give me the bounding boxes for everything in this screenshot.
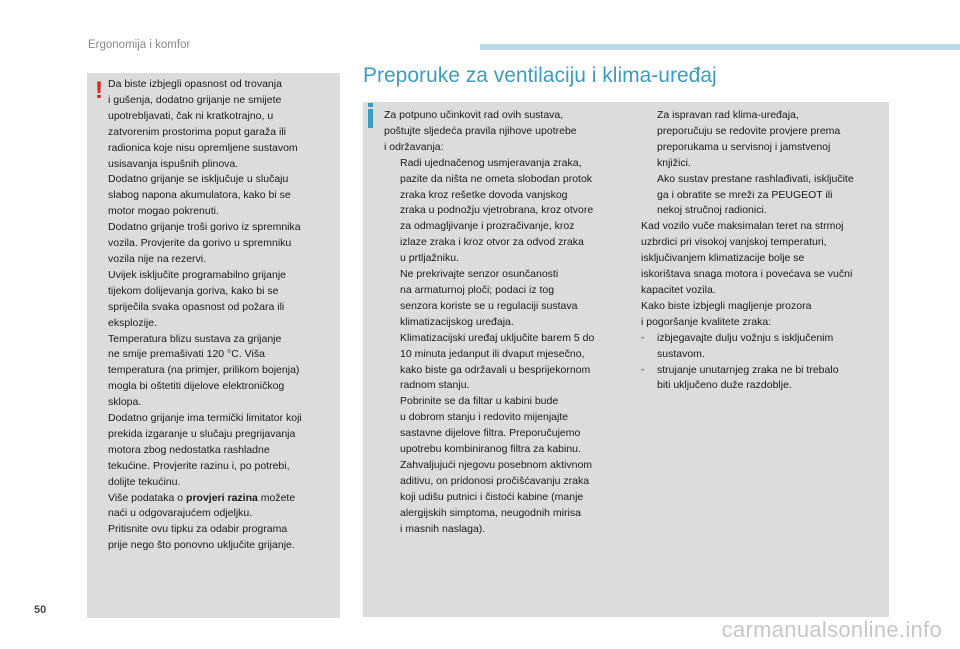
warning-line: vozila. Provjerite da gorivo u spremniku xyxy=(108,237,292,250)
list-line: Klimatizacijski uređaj uključite barem 5 do xyxy=(400,331,595,344)
paragraph-line: uzbrdici pri visokoj vanjskoj temperaturi, xyxy=(641,236,827,249)
list-line: Ne prekrivajte senzor osunčanosti xyxy=(400,268,559,281)
warning-line: tijekom dolijevanja goriva, kako bi se xyxy=(108,284,279,297)
list-line: strujanje unutarnjeg zraka ne bi trebalo xyxy=(657,363,839,376)
intro-line: poštujte sljedeća pravila njihove upotrebe xyxy=(384,124,577,137)
list-item xyxy=(384,267,630,331)
list-line: i masnih naslaga). xyxy=(400,522,486,535)
intro-line: i održavanja: xyxy=(384,140,444,153)
list-line: sustavom. xyxy=(657,347,705,360)
warning-line: usisavanja ispušnih plinova. xyxy=(108,157,239,170)
list-line: pazite da ništa ne ometa slobodan protok xyxy=(400,172,593,185)
list-line: aditivu, on pridonosi pročišćavanju zraka xyxy=(400,474,590,487)
warning-line: ne smije premašivati 120 °C. Viša xyxy=(108,348,265,361)
list-line: u prtljažniku. xyxy=(400,252,459,265)
warning-line: Da biste izbjegli opasnost od trovanja xyxy=(108,78,282,90)
list-item xyxy=(384,156,630,267)
header-accent-bar xyxy=(480,44,960,50)
list-line: koji udišu putnici i čistoći kabine (manje xyxy=(400,490,584,503)
intro-line: Za potpuno učinkovit rad ovih sustava, xyxy=(384,109,564,121)
section-title: Preporuke za ventilaciju i klima-uređaj xyxy=(363,64,717,87)
paragraph-line: iskorištava snaga motora i povećava se vučni xyxy=(641,268,853,281)
warning-line: i gušenja, dodatno grijanje ne smijete xyxy=(108,93,282,106)
warning-more-link-text: provjeri razina xyxy=(186,491,258,504)
list-line: klimatizacijskog uređaja. xyxy=(400,315,514,328)
list-line: sastavne dijelove filtra. Preporučujemo xyxy=(400,427,581,440)
list-item xyxy=(384,331,630,395)
warning-line: radionica koje nisu opremljene sustavom xyxy=(108,141,298,154)
paragraph-line: i pogoršanje kvalitete zraka: xyxy=(641,315,772,328)
list-line: zraka u podnožju vjetrobrana, kroz otvore xyxy=(400,204,594,217)
warning-line: Temperatura blizu sustava za grijanje xyxy=(108,332,282,345)
left-column xyxy=(384,108,630,537)
list-item xyxy=(384,394,630,537)
list-line: ga i obratite se mreži za PEUGEOT ili xyxy=(657,188,833,201)
list-item xyxy=(641,108,887,172)
dash-item xyxy=(641,363,887,395)
warning-line: Dodatno grijanje ima termički limitator koji xyxy=(108,412,302,425)
list-line: 10 minuta jedanput ili dvaput mjesečno, xyxy=(400,347,585,360)
warning-line: tekućine. Provjerite razinu i, po potrebi, xyxy=(108,459,290,472)
list-line: upotrebu kombiniranog filtra za kabinu. xyxy=(400,443,581,456)
list-line: biti uključeno duže razdoblje. xyxy=(657,379,792,392)
list-line: radnom stanju. xyxy=(400,379,470,392)
watermark: carmanualsonline.info xyxy=(721,617,942,642)
warning-line: prije nego što ponovno uključite grijanje. xyxy=(108,539,295,552)
right-column xyxy=(641,108,887,394)
list-line: zraka kroz rešetke dovoda vanjskog xyxy=(400,188,568,201)
warning-text xyxy=(108,77,340,554)
list-item xyxy=(641,172,887,220)
warning-line: naći u odgovarajućem odjeljku. xyxy=(108,507,253,520)
list-line: Ako sustav prestane rashlađivati, isključite xyxy=(657,172,854,185)
warning-line: motora zbog nedostatka rashladne xyxy=(108,443,270,456)
warning-line: Dodatno grijanje se isključuje u slučaju xyxy=(108,173,289,186)
warning-more-suffix: možete xyxy=(257,491,296,504)
paragraph-line: kapacitet vozila. xyxy=(641,283,716,296)
warning-line: prekida izgaranje u slučaju pregrijavanja xyxy=(108,427,296,440)
list-line: preporukama u servisnoj i jamstvenoj xyxy=(657,140,831,153)
warning-line: Pritisnite ovu tipku za odabir programa xyxy=(108,523,288,536)
warning-more-prefix: Više podataka o xyxy=(108,491,187,504)
warning-line: upotrebljavati, čak ni kratkotrajno, u xyxy=(108,109,274,122)
list-line: Zahvaljujući njegovu posebnom aktivnom xyxy=(400,458,593,471)
warning-more-line xyxy=(108,491,340,507)
warning-line: slabog napona akumulatora, kako bi se xyxy=(108,189,291,202)
list-line: u dobrom stanju i redovito mijenjajte xyxy=(400,411,569,424)
warning-line: spriječila svaka opasnost od požara ili xyxy=(108,300,285,313)
warning-line: dolijte tekućinu. xyxy=(108,475,181,488)
warning-line: Dodatno grijanje troši gorivo iz spremnika xyxy=(108,221,301,234)
list-line: na armaturnoj ploči; podaci iz tog xyxy=(400,283,555,296)
list-line: knjižici. xyxy=(657,156,691,169)
list-line: alergijskih simptoma, neugodnih mirisa xyxy=(400,506,581,519)
list-line: nekoj stručnoj radionici. xyxy=(657,204,767,217)
warning-line: mogla bi oštetiti dijelove elektroničkog xyxy=(108,380,285,393)
list-line: izlaze zraka i kroz otvor za odvod zraka xyxy=(400,236,584,249)
warning-line: Uvijek isključite programabilno grijanje xyxy=(108,268,286,281)
paragraph-line: Kad vozilo vuče maksimalan teret na strmoj xyxy=(641,220,844,233)
warning-line: motor mogao pokrenuti. xyxy=(108,205,219,218)
warning-line: eksplozije. xyxy=(108,316,158,329)
paragraph-line: isključivanjem klimatizacije bolje se xyxy=(641,252,805,265)
list-line: kako biste ga održavali u besprijekornom xyxy=(400,363,591,376)
dash-item xyxy=(641,331,887,363)
warning-line: vozila nije na rezervi. xyxy=(108,252,207,265)
list-line: Radi ujednačenog usmjeravanja zraka, xyxy=(400,156,582,169)
list-line: senzora koriste se u regulaciji sustava xyxy=(400,299,578,312)
list-line: preporučuju se redovite provjere prema xyxy=(657,124,841,137)
dash-marker: - xyxy=(641,364,645,375)
paragraph-line: Kako biste izbjegli magljenje prozora xyxy=(641,299,812,312)
list-line: Pobrinite se da filtar u kabini bude xyxy=(400,395,559,408)
list-line: Za ispravan rad klima-uređaja, xyxy=(657,109,799,121)
list-line: izbjegavajte dulju vožnju s isključenim xyxy=(657,331,834,344)
list-line: za odmagljivanje i prozračivanje, kroz xyxy=(400,220,575,233)
dash-marker: - xyxy=(641,332,645,343)
warning-line: temperatura (na primjer, prilikom bojenja) xyxy=(108,364,300,377)
page-number: 50 xyxy=(34,604,47,616)
exclamation-warning-icon: ! xyxy=(95,77,103,104)
warning-line: zatvorenim prostorima poput garaža ili xyxy=(108,125,286,138)
warning-line: sklopa. xyxy=(108,396,142,409)
running-header: Ergonomija i komfor xyxy=(88,39,191,51)
info-icon xyxy=(368,109,373,128)
